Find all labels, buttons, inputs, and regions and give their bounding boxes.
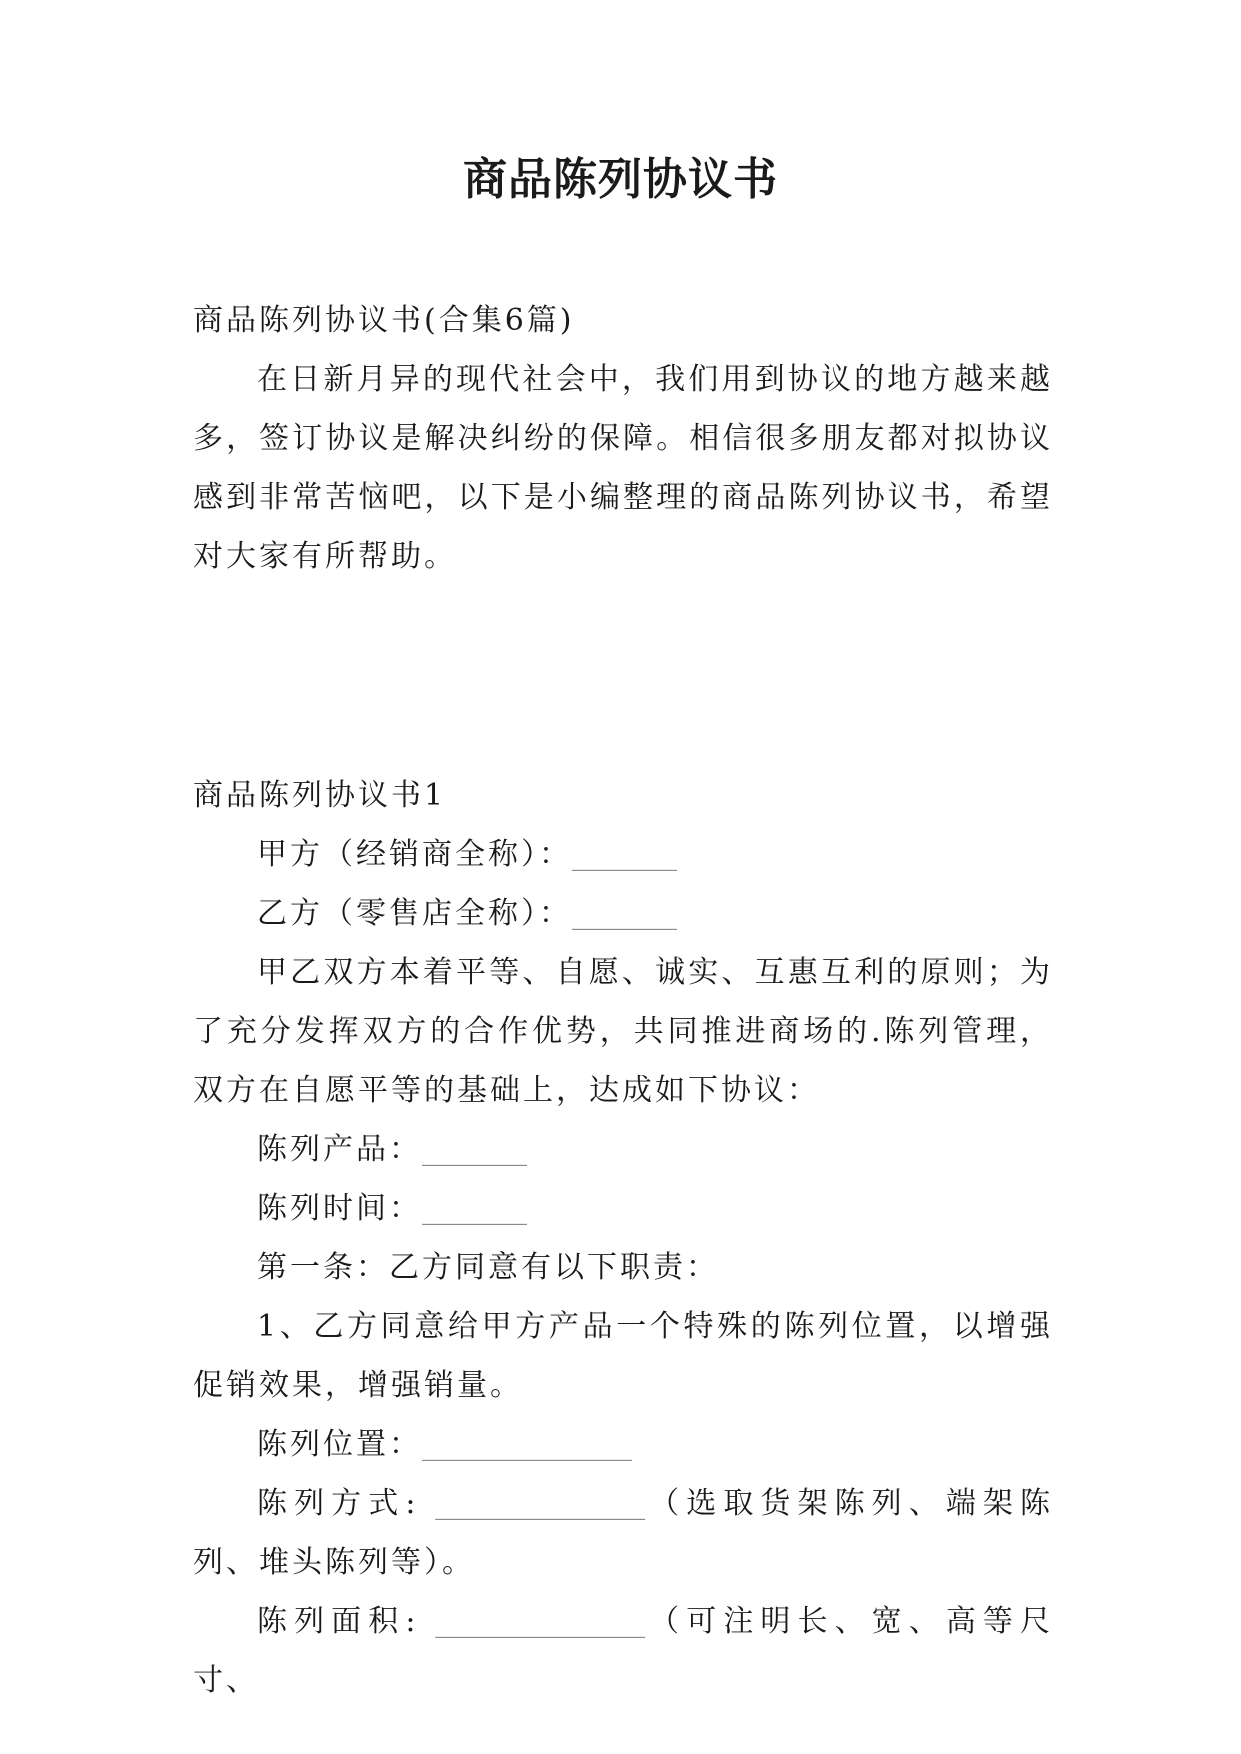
party-a-blank: _______ (572, 837, 677, 872)
method-line (193, 1474, 1053, 1592)
party-a-label: 甲方（经销商全称）： (257, 837, 572, 872)
position-blank: ______________ (422, 1427, 632, 1462)
position-label: 陈列位置： (257, 1427, 422, 1462)
principle-paragraph: 甲乙双方本着平等、自愿、诚实、互惠互利的原则；为了充分发挥双方的合作优势，共同推进商场的.陈列管理，双方在自愿平等的基础上，达成如下协议： (193, 955, 1053, 1108)
time-line (193, 1179, 1053, 1238)
method-note: （选取货架陈列、端架陈列、堆头陈列等）。 (193, 1486, 1054, 1580)
area-label: 陈列面积: (257, 1604, 419, 1639)
section-spacer (193, 586, 1053, 766)
time-blank: _______ (422, 1191, 527, 1226)
article-1-item-1: 1、乙方同意给甲方产品一个特殊的陈列位置，以增强促销效果，增强销量。 (193, 1309, 1053, 1403)
intro-paragraph: 在日新月异的现代社会中，我们用到协议的地方越来越多，签订协议是解决纠纷的保障。相信很多朋友都对拟协议感到非常苦恼吧，以下是小编整理的商品陈列协议书，希望对大家有所帮助。 (193, 362, 1053, 574)
area-line (193, 1592, 1053, 1710)
party-b-line (193, 884, 1053, 943)
method-blank: ______________ (435, 1486, 646, 1521)
product-line (193, 1120, 1053, 1179)
document-subtitle: 商品陈列协议书(合集6篇) (193, 303, 575, 338)
document-body (193, 291, 1053, 1710)
party-b-blank: _______ (572, 896, 677, 931)
area-blank: ______________ (435, 1604, 646, 1639)
product-label: 陈列产品： (257, 1132, 422, 1167)
method-label: 陈列方式: (257, 1486, 419, 1521)
party-a-line (193, 825, 1053, 884)
article-1-heading: 第一条：乙方同意有以下职责： (257, 1250, 719, 1285)
document-title: 商品陈列协议书 (463, 154, 778, 205)
party-b-label: 乙方（零售店全称）： (257, 896, 572, 931)
area-note: （可注明长、宽、高等尺寸、 (193, 1604, 1054, 1698)
product-blank: _______ (422, 1132, 527, 1167)
time-label: 陈列时间： (257, 1191, 422, 1226)
section-title: 商品陈列协议书1 (193, 778, 447, 813)
position-line (193, 1415, 1053, 1474)
